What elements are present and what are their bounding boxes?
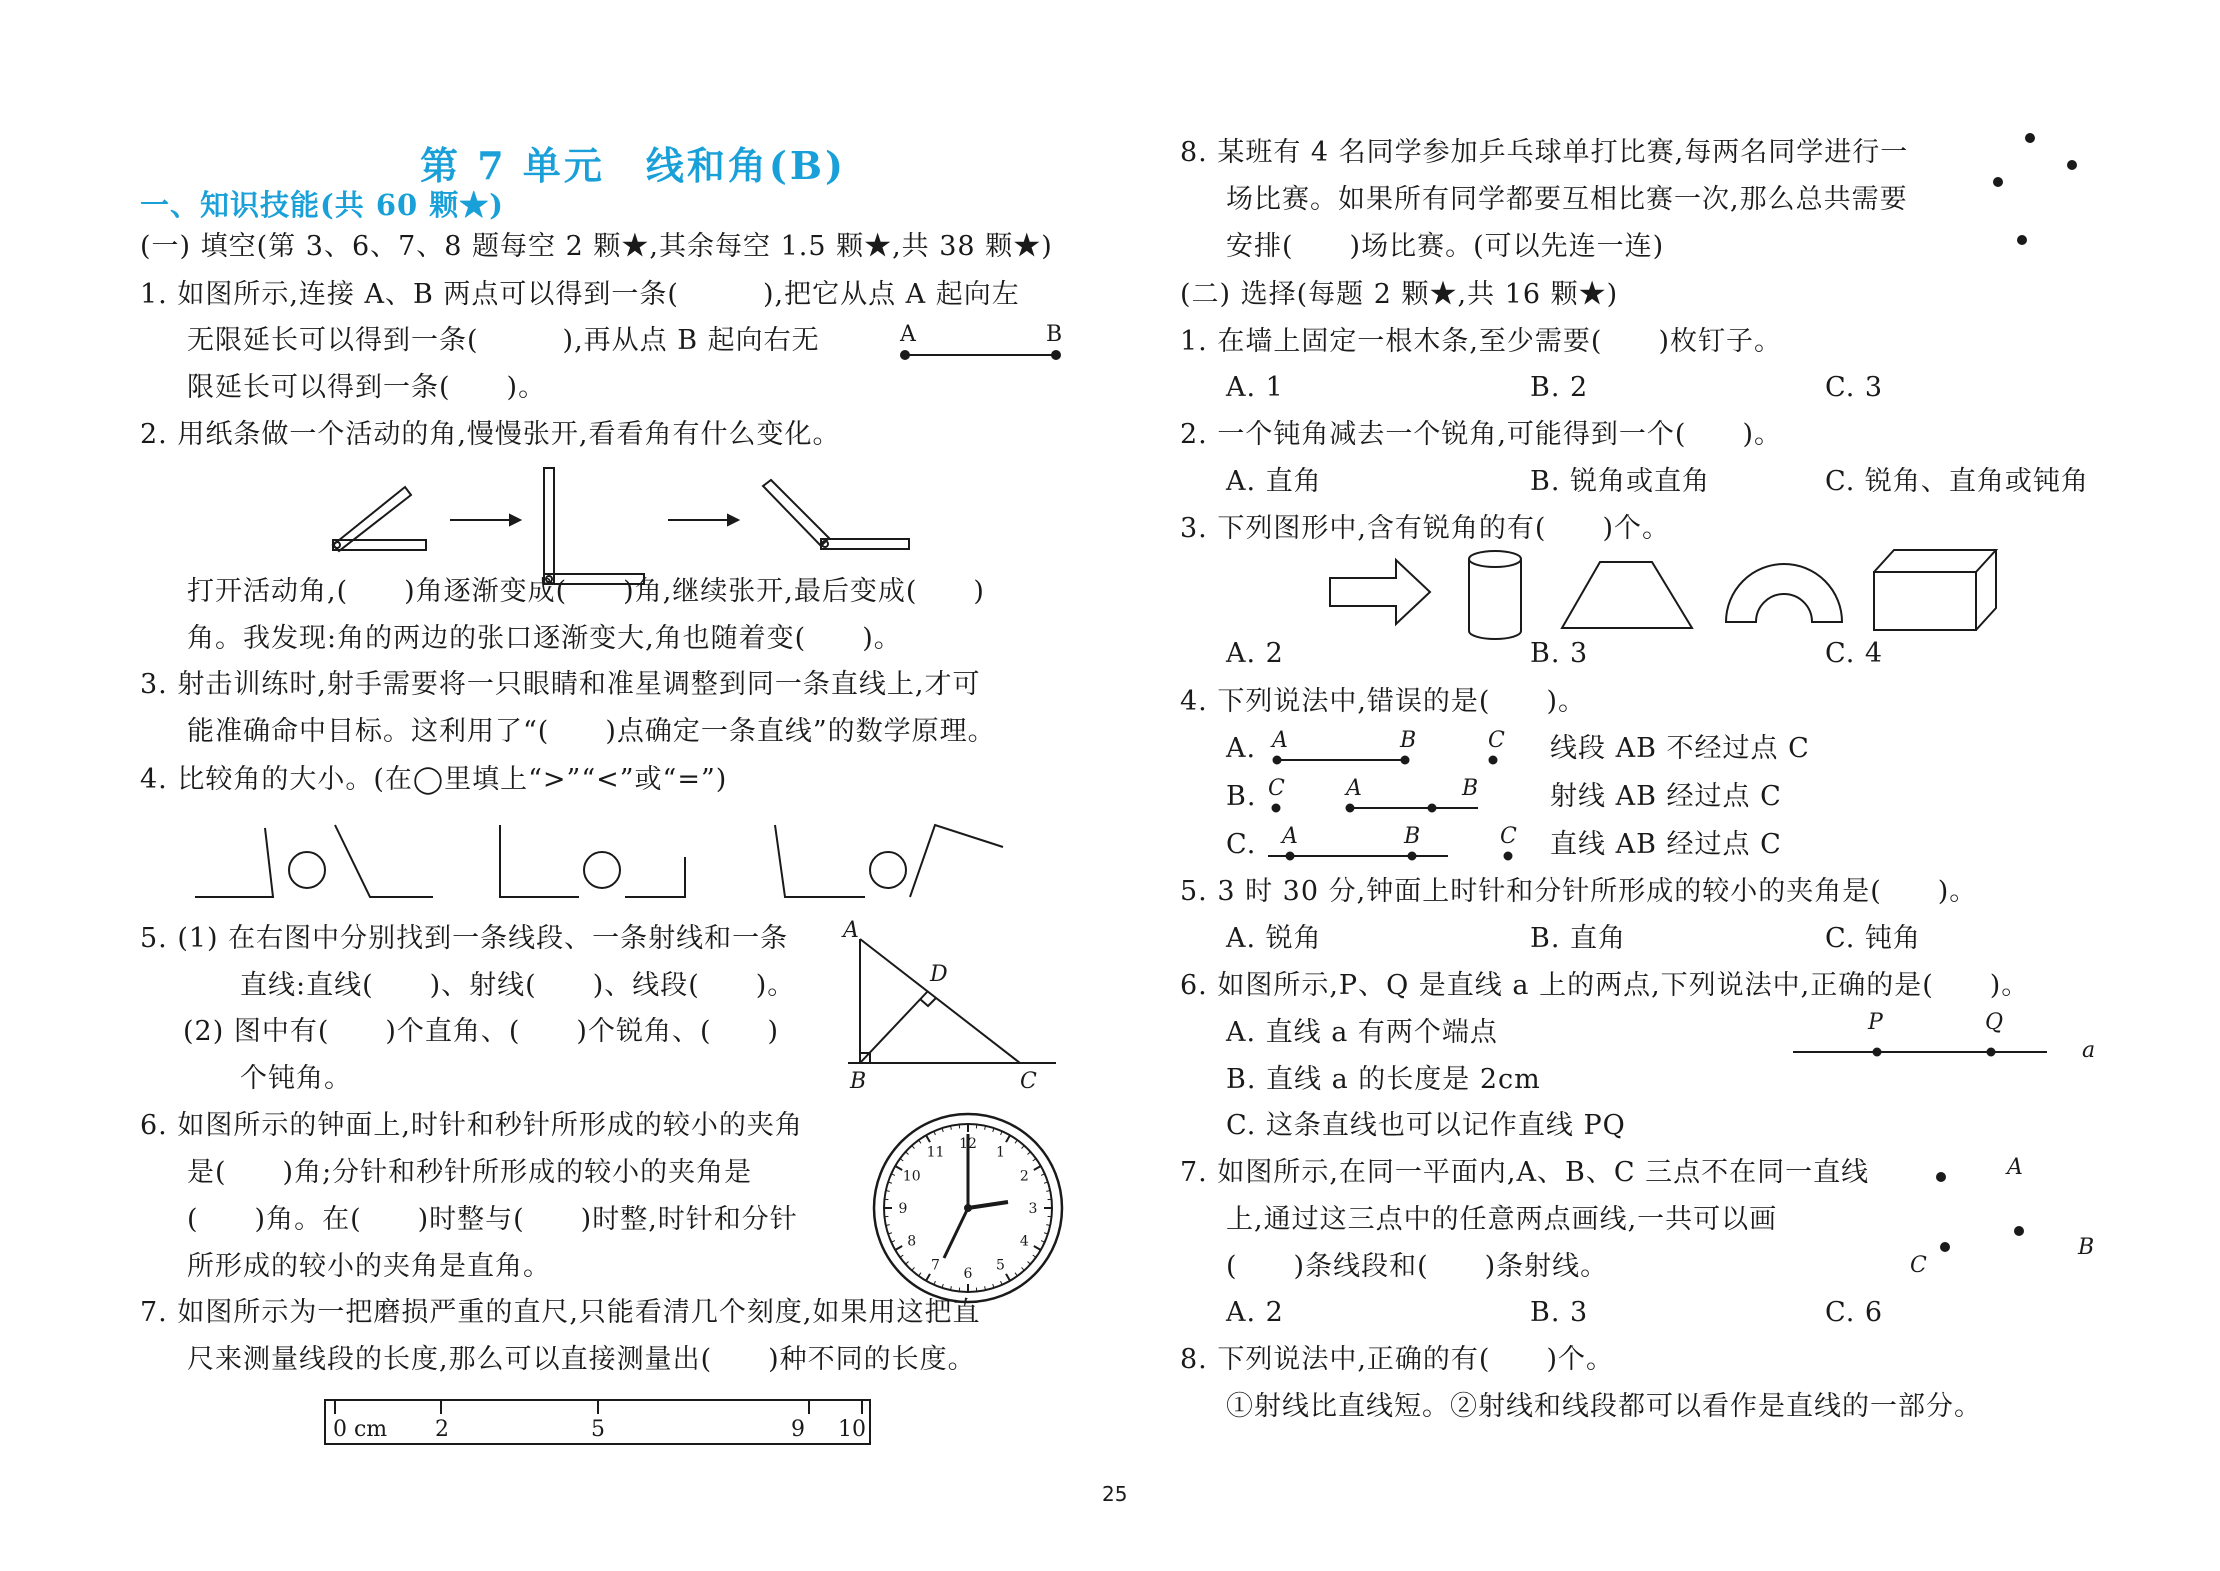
part-fill-heading: (一) 填空(第 3、6、7、8 题每空 2 颗★,其余每空 1.5 颗★,共 38 颗★) bbox=[140, 231, 1053, 262]
c4-option-b-prefix: B. bbox=[1226, 781, 1257, 812]
q5-triangle-figure bbox=[848, 935, 1068, 1070]
q2-hinge-figure-1 bbox=[325, 465, 425, 555]
clock-tick bbox=[900, 1255, 903, 1257]
c6-line-figure bbox=[1793, 1042, 2053, 1062]
c7-line1: 7. 如图所示,在同一平面内,A、B、C 三点不在同一直线 bbox=[1180, 1157, 1870, 1188]
c1-question: 1. 在墙上固定一根木条,至少需要( )枚钉子。 bbox=[1180, 326, 1782, 357]
q5-line1: 5. (1) 在右图中分别找到一条线段、一条射线和一条 bbox=[140, 923, 789, 954]
q2-line1: 2. 用纸条做一个活动的角,慢慢张开,看看角有什么变化。 bbox=[140, 419, 841, 450]
clock-number: 1 bbox=[996, 1144, 1005, 1161]
clock-number: 5 bbox=[996, 1257, 1005, 1274]
q5-label-c: C bbox=[1020, 1069, 1037, 1094]
q1-label-a: A bbox=[900, 322, 916, 347]
clock-number: 9 bbox=[898, 1201, 908, 1217]
q4-angle-compare-1 bbox=[195, 825, 435, 905]
ruler-label-2: 2 bbox=[435, 1417, 449, 1442]
arrow-icon bbox=[450, 512, 520, 528]
q7-line2: 尺来测量线段的长度,那么可以直接测量出( )种不同的长度。 bbox=[187, 1344, 976, 1375]
clock-tick bbox=[1033, 1159, 1036, 1161]
trapezoid-figure bbox=[1560, 560, 1700, 640]
q6-line3: ( )角。在( )时整与( )时整,时针和分针 bbox=[187, 1204, 798, 1235]
clock-face bbox=[868, 1108, 1068, 1308]
c7-option-a: A. 2 bbox=[1226, 1297, 1284, 1328]
q4-angle-compare-2 bbox=[497, 825, 697, 905]
q1-line3: 限延长可以得到一条( )。 bbox=[187, 372, 547, 403]
q5-line4: 个钝角。 bbox=[240, 1063, 352, 1094]
c4-b-label-a: A bbox=[1346, 776, 1362, 801]
c5-question: 5. 3 时 30 分,钟面上时针和分针所形成的较小的夹角是( )。 bbox=[1180, 876, 1978, 907]
clock-number: 11 bbox=[926, 1144, 945, 1161]
q1-line2: 无限延长可以得到一条( ),再从点 B 起向右无 bbox=[187, 325, 820, 356]
clock-tick bbox=[895, 1166, 902, 1170]
q3-line1: 3. 射击训练时,射手需要将一只眼睛和准星调整到同一条直线上,才可 bbox=[140, 669, 981, 700]
ruler-label-0: 0 cm bbox=[333, 1417, 388, 1442]
c4-option-a-text: 线段 AB 不经过点 C bbox=[1550, 733, 1810, 764]
c4-option-a-prefix: A. bbox=[1226, 733, 1257, 764]
page-number: 25 bbox=[1102, 1482, 1128, 1506]
clock-tick bbox=[926, 1274, 930, 1281]
q8-points-figure bbox=[1980, 130, 2100, 260]
c1-option-a: A. 1 bbox=[1226, 372, 1284, 403]
c3-option-c: C. 4 bbox=[1825, 638, 1884, 669]
c4-ray-figure bbox=[1268, 793, 1488, 823]
q3-line2: 能准确命中目标。这利用了“( )点确定一条直线”的数学原理。 bbox=[187, 716, 996, 747]
c7-option-b: B. 3 bbox=[1530, 1297, 1589, 1328]
c6-option-c: C. 这条直线也可以记作直线 PQ bbox=[1226, 1110, 1626, 1141]
c4-line-figure bbox=[1268, 841, 1508, 871]
clock-tick bbox=[912, 1267, 915, 1270]
c5-option-c: C. 钝角 bbox=[1825, 923, 1921, 954]
c7-label-a: A bbox=[2007, 1155, 2023, 1180]
q5-line3: (2) 图中有( )个直角、( )个锐角、( ) bbox=[183, 1016, 780, 1047]
c6-label-a: a bbox=[2082, 1038, 2096, 1063]
c5-option-b: B. 直角 bbox=[1530, 923, 1627, 954]
q1-label-b: B bbox=[1046, 322, 1063, 347]
c1-option-b: B. 2 bbox=[1530, 372, 1589, 403]
c2-option-b: B. 锐角或直角 bbox=[1530, 466, 1711, 497]
clock-number: 4 bbox=[1019, 1233, 1029, 1250]
c7-label-b: B bbox=[2078, 1235, 2095, 1260]
c2-option-a: A. 直角 bbox=[1226, 466, 1322, 497]
clock-tick bbox=[895, 1246, 902, 1250]
clock-number: 12 bbox=[959, 1136, 977, 1152]
c4-option-b-text: 射线 AB 经过点 C bbox=[1550, 781, 1782, 812]
q5-label-d: D bbox=[930, 962, 948, 987]
q6-line4: 所形成的较小的夹角是直角。 bbox=[187, 1251, 551, 1282]
arch-figure bbox=[1724, 556, 1849, 631]
clock-number: 6 bbox=[963, 1266, 973, 1282]
page-title: 第 7 单元 线和角(B) bbox=[420, 143, 846, 188]
clock-tick bbox=[906, 1152, 909, 1155]
c4-c-label-b: B bbox=[1404, 824, 1421, 849]
c4-segment-figure bbox=[1275, 745, 1515, 775]
q5-label-b: B bbox=[850, 1069, 867, 1094]
clock-tick bbox=[1015, 1273, 1017, 1276]
clock-number: 7 bbox=[931, 1257, 940, 1274]
clock-tick bbox=[1033, 1255, 1036, 1257]
q5-label-a: A bbox=[843, 918, 859, 943]
c4-option-c-prefix: C. bbox=[1226, 829, 1257, 860]
q8-line2: 场比赛。如果所有同学都要互相比赛一次,那么总共需要 bbox=[1226, 184, 1908, 215]
c3-question: 3. 下列图形中,含有锐角的有( )个。 bbox=[1180, 513, 1670, 544]
c6-option-b: B. 直线 a 的长度是 2cm bbox=[1226, 1064, 1541, 1095]
c8-statements: ①射线比直线短。②射线和线段都可以看作是直线的一部分。 bbox=[1226, 1391, 1982, 1422]
q2-line3: 角。我发现:角的两边的张口逐渐变大,角也随着变( )。 bbox=[187, 623, 902, 654]
clock-tick bbox=[926, 1135, 930, 1142]
clock-number: 2 bbox=[1019, 1168, 1029, 1185]
ruler-label-10: 10 bbox=[838, 1417, 866, 1442]
clock-tick bbox=[1022, 1146, 1025, 1149]
clock-tick bbox=[1015, 1140, 1017, 1143]
c6-label-q: Q bbox=[1985, 1010, 2004, 1035]
q6-line2: 是( )角;分针和秒针所形成的较小的夹角是 bbox=[187, 1157, 753, 1188]
c4-option-c-text: 直线 AB 经过点 C bbox=[1550, 829, 1782, 860]
q5-line2: 直线:直线( )、射线( )、线段( )。 bbox=[240, 970, 796, 1001]
ruler-label-9: 9 bbox=[791, 1417, 805, 1442]
c6-label-p: P bbox=[1868, 1010, 1883, 1035]
c8-question: 8. 下列说法中,正确的有( )个。 bbox=[1180, 1344, 1614, 1375]
q8-line1: 8. 某班有 4 名同学参加乒乓球单打比赛,每两名同学进行一 bbox=[1180, 137, 1909, 168]
cuboid-figure bbox=[1872, 548, 2002, 638]
c7-label-c: C bbox=[1910, 1253, 1927, 1278]
c4-b-label-b: B bbox=[1462, 776, 1479, 801]
section-heading: 一、知识技能(共 60 颗★) bbox=[140, 188, 504, 222]
arrow-shape-figure bbox=[1328, 558, 1433, 628]
c3-option-b: B. 3 bbox=[1530, 638, 1589, 669]
clock-number: 3 bbox=[1028, 1201, 1038, 1217]
q2-hinge-figure-3 bbox=[757, 484, 917, 564]
c5-option-a: A. 锐角 bbox=[1226, 923, 1322, 954]
c4-c-label-a: A bbox=[1282, 824, 1298, 849]
clock-tick bbox=[1027, 1262, 1030, 1265]
ruler-label-5: 5 bbox=[591, 1417, 605, 1442]
arrow-icon bbox=[668, 512, 738, 528]
clock-tick bbox=[900, 1159, 903, 1161]
c4-b-label-c: C bbox=[1268, 776, 1285, 801]
q4-angle-compare-3 bbox=[775, 825, 1005, 905]
part-choice-heading: (二) 选择(每题 2 颗★,共 16 颗★) bbox=[1180, 279, 1619, 310]
q7-line1: 7. 如图所示为一把磨损严重的直尺,只能看清几个刻度,如果用这把直 bbox=[140, 1297, 981, 1328]
c1-option-c: C. 3 bbox=[1825, 372, 1884, 403]
clock-tick bbox=[919, 1273, 921, 1276]
clock-tick bbox=[1022, 1267, 1025, 1270]
c7-line3: ( )条线段和( )条射线。 bbox=[1226, 1251, 1609, 1282]
q4-line: 4. 比较角的大小。(在◯里填上“>”“<”或“=”) bbox=[140, 764, 728, 795]
c7-line2: 上,通过这三点中的任意两点画线,一共可以画 bbox=[1226, 1204, 1778, 1235]
q8-line3: 安排( )场比赛。(可以先连一连) bbox=[1226, 231, 1665, 262]
q2-line2: 打开活动角,( )角逐渐变成( )角,继续张开,最后变成( ) bbox=[187, 576, 985, 607]
clock-tick bbox=[1034, 1166, 1041, 1170]
clock-tick bbox=[1006, 1274, 1010, 1281]
q6-line1: 6. 如图所示的钟面上,时针和秒针所形成的较小的夹角 bbox=[140, 1110, 803, 1141]
q1-segment-figure bbox=[903, 345, 1043, 365]
c4-question: 4. 下列说法中,错误的是( )。 bbox=[1180, 686, 1586, 717]
c2-question: 2. 一个钝角减去一个锐角,可能得到一个( )。 bbox=[1180, 419, 1782, 450]
c6-option-a: A. 直线 a 有两个端点 bbox=[1226, 1017, 1498, 1048]
c2-option-c: C. 锐角、直角或钝角 bbox=[1825, 466, 2089, 497]
c6-question: 6. 如图所示,P、Q 是直线 a 上的两点,下列说法中,正确的是( )。 bbox=[1180, 970, 2030, 1001]
c7-option-c: C. 6 bbox=[1825, 1297, 1884, 1328]
clock-tick bbox=[1027, 1152, 1030, 1155]
q1-line1: 1. 如图所示,连接 A、B 两点可以得到一条( ),把它从点 A 起向左 bbox=[140, 279, 1020, 310]
c4-a-label-a: A bbox=[1272, 728, 1288, 753]
clock-tick bbox=[912, 1146, 915, 1149]
clock-tick bbox=[1006, 1135, 1010, 1142]
clock-tick bbox=[1034, 1246, 1041, 1250]
c4-a-label-b: B bbox=[1400, 728, 1417, 753]
clock-tick bbox=[906, 1262, 909, 1265]
cylinder-figure bbox=[1467, 549, 1527, 644]
c4-a-label-c: C bbox=[1488, 728, 1505, 753]
c4-c-label-c: C bbox=[1500, 824, 1517, 849]
clock-number: 8 bbox=[907, 1233, 917, 1250]
clock-number: 10 bbox=[902, 1168, 921, 1185]
clock-tick bbox=[919, 1140, 921, 1143]
c3-option-a: A. 2 bbox=[1226, 638, 1284, 669]
